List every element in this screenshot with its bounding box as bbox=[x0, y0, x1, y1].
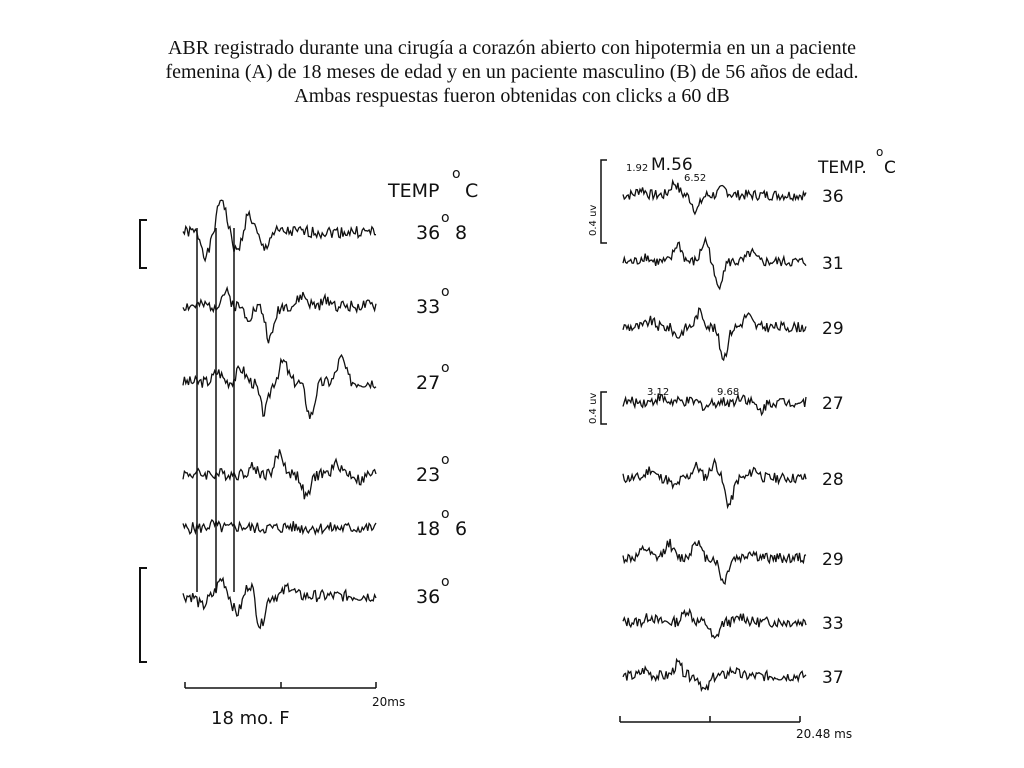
temp-label: 37 bbox=[822, 668, 844, 688]
degree-mark: o bbox=[441, 284, 450, 300]
temp-label: 33 bbox=[822, 614, 844, 634]
panel-a-footer: 18 mo. F bbox=[211, 708, 290, 729]
degree-mark: o bbox=[441, 360, 450, 376]
temp-label: 23 bbox=[416, 464, 441, 486]
trace-28 bbox=[623, 460, 806, 508]
caption-line-2: femenina (A) de 18 meses de edad y en un paciente masculino (B) de 56 años de edad. bbox=[165, 61, 859, 83]
temp-label: 36 bbox=[416, 586, 441, 608]
panel-a-time-label: 20ms bbox=[372, 695, 406, 709]
panel-a-header: TEMP bbox=[388, 180, 440, 202]
trace-23 bbox=[183, 449, 376, 499]
caption-line-3: Ambas respuestas fueron obtenidas con clicks a 60 dB bbox=[294, 85, 730, 107]
trace-37 bbox=[623, 660, 806, 691]
trace-33 bbox=[183, 288, 376, 343]
panel-b bbox=[588, 145, 896, 741]
trace-27 bbox=[183, 355, 376, 419]
panel-a-scale-bracket-top bbox=[140, 220, 147, 268]
panel-b-latency-peak: 6.52 bbox=[684, 173, 707, 184]
panel-b-traces bbox=[623, 181, 844, 690]
degree-mark: o bbox=[441, 506, 450, 522]
degree-mark: o bbox=[441, 210, 450, 226]
temp-label: 28 bbox=[822, 470, 844, 490]
temp-label: 36 bbox=[822, 187, 844, 207]
temp-label: 36 bbox=[416, 222, 441, 244]
panel-a bbox=[140, 166, 478, 729]
degree-mark: o bbox=[441, 574, 450, 590]
caption-line-1: ABR registrado durante una cirugía a corazón abierto con hipotermia en un a paciente bbox=[167, 37, 857, 59]
panel-b-latency-a: 3.12 bbox=[647, 387, 670, 398]
panel-b-scale-label-top: 0.4 uv bbox=[588, 204, 599, 236]
panel-b-scale-bar-top bbox=[601, 160, 607, 243]
trace-33 bbox=[623, 610, 806, 638]
temp-label: 33 bbox=[416, 296, 441, 318]
trace-36 bbox=[623, 181, 806, 214]
temp-sublabel: 6 bbox=[455, 518, 468, 540]
panel-b-scale-label-mid: 0.4 uv bbox=[588, 392, 599, 424]
trace-31 bbox=[623, 238, 806, 288]
temp-label: 27 bbox=[416, 372, 441, 394]
temp-label: 29 bbox=[822, 550, 844, 570]
panel-b-header-degree: o bbox=[876, 145, 884, 159]
panel-b-scale-bar-mid bbox=[601, 392, 607, 424]
panel-b-header-unit: C bbox=[884, 158, 896, 178]
temp-label: 18 bbox=[416, 518, 441, 540]
panel-b-header: TEMP. bbox=[818, 158, 867, 178]
temp-sublabel: 8 bbox=[455, 222, 468, 244]
panel-b-subject: M.56 bbox=[651, 155, 693, 175]
panel-a-header-degree: o bbox=[452, 166, 461, 182]
trace-29 bbox=[623, 308, 806, 360]
temp-label: 31 bbox=[822, 254, 844, 274]
trace-36 bbox=[183, 578, 376, 628]
panel-b-time-label: 20.48 ms bbox=[796, 727, 853, 741]
degree-mark: o bbox=[441, 452, 450, 468]
panel-b-latency-b: 9.68 bbox=[717, 387, 740, 398]
panel-a-scale-bracket-bottom bbox=[140, 568, 147, 662]
temp-label: 27 bbox=[822, 394, 844, 414]
panel-a-header-unit: C bbox=[465, 180, 479, 202]
panel-a-traces bbox=[183, 200, 467, 628]
trace-29 bbox=[623, 539, 806, 584]
trace-18 bbox=[183, 520, 376, 534]
temp-label: 29 bbox=[822, 319, 844, 339]
panel-b-latency-start: 1.92 bbox=[626, 163, 649, 174]
trace-36 bbox=[183, 200, 376, 261]
